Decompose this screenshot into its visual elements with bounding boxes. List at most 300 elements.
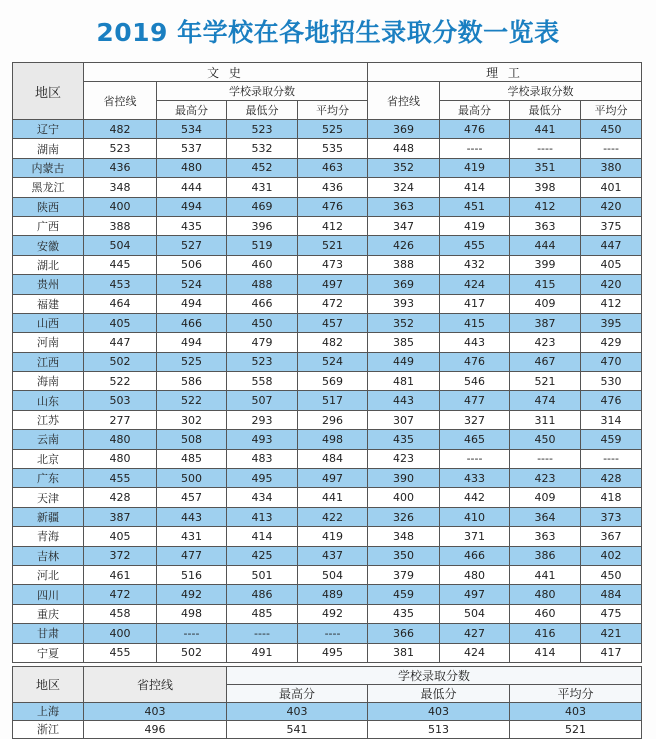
- science-score-cell: 421: [581, 624, 642, 643]
- science-score-cell: 484: [581, 585, 642, 604]
- arts-score-cell: 502: [157, 643, 227, 662]
- arts-score-cell: 452: [227, 158, 298, 177]
- table-row: [13, 702, 642, 720]
- arts-score-cell: 296: [298, 410, 368, 429]
- region-cell: 山西: [13, 313, 84, 332]
- table-row: [13, 643, 642, 662]
- arts-score-cell: 504: [298, 565, 368, 584]
- science-score-cell: 371: [440, 527, 510, 546]
- bottom-provincial-line-header: 省控线: [84, 666, 227, 702]
- science-score-cell: 307: [368, 410, 440, 429]
- arts-score-cell: 494: [157, 333, 227, 352]
- science-avg-header: 平均分: [581, 101, 642, 120]
- score-cell: 513: [368, 720, 510, 738]
- region-cell: 广西: [13, 216, 84, 235]
- arts-score-cell: 435: [157, 216, 227, 235]
- arts-score-cell: 501: [227, 565, 298, 584]
- region-cell: 江苏: [13, 410, 84, 429]
- region-cell: 河南: [13, 333, 84, 352]
- arts-score-cell: 480: [84, 430, 157, 449]
- arts-score-cell: 400: [84, 197, 157, 216]
- science-score-cell: 435: [368, 604, 440, 623]
- science-score-cell: 424: [440, 643, 510, 662]
- arts-score-cell: 527: [157, 236, 227, 255]
- bottom-max-header: 最高分: [227, 684, 368, 702]
- table-row: [13, 275, 642, 294]
- science-score-cell: 327: [440, 410, 510, 429]
- table-row: [13, 449, 642, 468]
- science-score-cell: 444: [510, 236, 581, 255]
- region-cell: 黑龙江: [13, 178, 84, 197]
- region-cell: 安徽: [13, 236, 84, 255]
- science-score-cell: 363: [368, 197, 440, 216]
- arts-score-cell: 466: [157, 313, 227, 332]
- region-cell: 江西: [13, 352, 84, 371]
- science-score-cell: 459: [581, 430, 642, 449]
- science-score-cell: 428: [581, 469, 642, 488]
- arts-score-cell: 455: [84, 643, 157, 662]
- arts-score-cell: ----: [227, 624, 298, 643]
- arts-score-cell: 521: [298, 236, 368, 255]
- score-cell: 403: [227, 702, 368, 720]
- science-score-cell: 369: [368, 275, 440, 294]
- arts-score-cell: 405: [84, 313, 157, 332]
- arts-score-cell: 558: [227, 372, 298, 391]
- science-score-cell: 480: [440, 565, 510, 584]
- arts-score-cell: ----: [157, 624, 227, 643]
- arts-score-cell: 522: [157, 391, 227, 410]
- region-cell: 河北: [13, 565, 84, 584]
- region-cell: 天津: [13, 488, 84, 507]
- science-score-cell: 442: [440, 488, 510, 507]
- arts-score-cell: 469: [227, 197, 298, 216]
- arts-min-header: 最低分: [227, 101, 298, 120]
- science-score-cell: 497: [440, 585, 510, 604]
- science-score-cell: 420: [581, 197, 642, 216]
- science-min-header: 最低分: [510, 101, 581, 120]
- science-score-cell: 423: [510, 333, 581, 352]
- arts-score-cell: 504: [84, 236, 157, 255]
- science-score-cell: 401: [581, 178, 642, 197]
- arts-score-cell: 494: [157, 197, 227, 216]
- arts-score-cell: 480: [84, 449, 157, 468]
- arts-score-cell: 503: [84, 391, 157, 410]
- arts-score-cell: 524: [298, 352, 368, 371]
- arts-score-cell: 491: [227, 643, 298, 662]
- table-row: [13, 352, 642, 371]
- score-cell: 541: [227, 720, 368, 738]
- arts-score-cell: 472: [84, 585, 157, 604]
- science-max-header: 最高分: [440, 101, 510, 120]
- science-score-cell: 419: [440, 158, 510, 177]
- science-score-cell: 476: [440, 352, 510, 371]
- arts-score-cell: 472: [298, 294, 368, 313]
- arts-score-cell: 447: [84, 333, 157, 352]
- science-score-cell: 369: [368, 120, 440, 139]
- science-school-score-header: 学校录取分数: [440, 82, 642, 101]
- region-cell: 辽宁: [13, 120, 84, 139]
- arts-score-cell: 485: [157, 449, 227, 468]
- region-cell: 湖南: [13, 139, 84, 158]
- region-cell: 山东: [13, 391, 84, 410]
- arts-score-cell: 495: [298, 643, 368, 662]
- arts-score-cell: 498: [298, 430, 368, 449]
- science-score-cell: 387: [510, 313, 581, 332]
- science-score-cell: 441: [510, 565, 581, 584]
- arts-score-cell: 485: [227, 604, 298, 623]
- science-score-cell: 364: [510, 507, 581, 526]
- science-score-cell: 405: [581, 255, 642, 274]
- arts-score-cell: ----: [298, 624, 368, 643]
- bottom-school-score-header: 学校录取分数: [227, 666, 642, 684]
- science-score-cell: 481: [368, 372, 440, 391]
- science-score-cell: 388: [368, 255, 440, 274]
- science-score-cell: 441: [510, 120, 581, 139]
- table-row: [13, 430, 642, 449]
- arts-score-cell: 476: [298, 197, 368, 216]
- table-row: [13, 527, 642, 546]
- science-score-cell: 435: [368, 430, 440, 449]
- science-score-cell: ----: [510, 449, 581, 468]
- arts-score-cell: 506: [157, 255, 227, 274]
- region-cell: 广东: [13, 469, 84, 488]
- arts-score-cell: 387: [84, 507, 157, 526]
- arts-score-cell: 431: [227, 178, 298, 197]
- science-score-cell: 311: [510, 410, 581, 429]
- arts-score-cell: 497: [298, 469, 368, 488]
- science-score-cell: 386: [510, 546, 581, 565]
- bottom-min-header: 最低分: [368, 684, 510, 702]
- table-row: [13, 197, 642, 216]
- arts-score-cell: 502: [84, 352, 157, 371]
- arts-score-cell: 302: [157, 410, 227, 429]
- arts-avg-header: 平均分: [298, 101, 368, 120]
- science-group-header: 理 工: [368, 63, 642, 82]
- science-score-cell: 423: [368, 449, 440, 468]
- table-row: [13, 546, 642, 565]
- municipal-score-table: [12, 666, 642, 739]
- arts-score-cell: 493: [227, 430, 298, 449]
- science-score-cell: ----: [440, 139, 510, 158]
- science-score-cell: 419: [440, 216, 510, 235]
- table-row: [13, 720, 642, 738]
- science-score-cell: 314: [581, 410, 642, 429]
- arts-score-cell: 523: [227, 352, 298, 371]
- arts-score-cell: 524: [157, 275, 227, 294]
- arts-provincial-line-header: 省控线: [84, 82, 157, 120]
- science-score-cell: 412: [510, 197, 581, 216]
- science-score-cell: 451: [440, 197, 510, 216]
- region-cell: 新疆: [13, 507, 84, 526]
- region-cell: 吉林: [13, 546, 84, 565]
- arts-score-cell: 480: [157, 158, 227, 177]
- arts-score-cell: 293: [227, 410, 298, 429]
- arts-score-cell: 277: [84, 410, 157, 429]
- arts-score-cell: 569: [298, 372, 368, 391]
- science-score-cell: 380: [581, 158, 642, 177]
- arts-score-cell: 534: [157, 120, 227, 139]
- science-score-cell: 415: [440, 313, 510, 332]
- table-row: [13, 178, 642, 197]
- science-score-cell: 402: [581, 546, 642, 565]
- science-score-cell: 351: [510, 158, 581, 177]
- science-score-cell: 476: [440, 120, 510, 139]
- table-row: [13, 313, 642, 332]
- arts-score-cell: 445: [84, 255, 157, 274]
- arts-score-cell: 443: [157, 507, 227, 526]
- science-score-cell: 427: [440, 624, 510, 643]
- score-cell: 403: [510, 702, 642, 720]
- arts-score-cell: 414: [227, 527, 298, 546]
- arts-score-cell: 522: [84, 372, 157, 391]
- region-cell: 云南: [13, 430, 84, 449]
- region-cell: 青海: [13, 527, 84, 546]
- region-cell: 海南: [13, 372, 84, 391]
- bottom-avg-header: 平均分: [510, 684, 642, 702]
- science-score-cell: 390: [368, 469, 440, 488]
- science-score-cell: 375: [581, 216, 642, 235]
- arts-score-cell: 488: [227, 275, 298, 294]
- arts-score-cell: 482: [298, 333, 368, 352]
- science-score-cell: 423: [510, 469, 581, 488]
- arts-score-cell: 412: [298, 216, 368, 235]
- score-cell: 403: [84, 702, 227, 720]
- admission-score-table: [12, 62, 642, 663]
- science-score-cell: 409: [510, 294, 581, 313]
- science-score-cell: 459: [368, 585, 440, 604]
- region-cell: 福建: [13, 294, 84, 313]
- arts-school-score-header: 学校录取分数: [157, 82, 368, 101]
- science-score-cell: 324: [368, 178, 440, 197]
- science-score-cell: 443: [368, 391, 440, 410]
- science-score-cell: 385: [368, 333, 440, 352]
- score-cell: 496: [84, 720, 227, 738]
- science-score-cell: 352: [368, 313, 440, 332]
- region-cell: 内蒙古: [13, 158, 84, 177]
- table-row: [13, 216, 642, 235]
- science-score-cell: 466: [440, 546, 510, 565]
- science-score-cell: 449: [368, 352, 440, 371]
- arts-score-cell: 479: [227, 333, 298, 352]
- arts-score-cell: 372: [84, 546, 157, 565]
- arts-score-cell: 396: [227, 216, 298, 235]
- science-score-cell: 448: [368, 139, 440, 158]
- arts-score-cell: 498: [157, 604, 227, 623]
- science-score-cell: 530: [581, 372, 642, 391]
- arts-score-cell: 431: [157, 527, 227, 546]
- arts-score-cell: 537: [157, 139, 227, 158]
- science-score-cell: 363: [510, 216, 581, 235]
- science-score-cell: 414: [440, 178, 510, 197]
- region-header: 地区: [13, 63, 84, 120]
- table-row: [13, 333, 642, 352]
- arts-score-cell: 525: [298, 120, 368, 139]
- arts-score-cell: 441: [298, 488, 368, 507]
- arts-score-cell: 532: [227, 139, 298, 158]
- science-score-cell: 475: [581, 604, 642, 623]
- science-score-cell: 326: [368, 507, 440, 526]
- arts-score-cell: 492: [298, 604, 368, 623]
- science-score-cell: 477: [440, 391, 510, 410]
- science-score-cell: 412: [581, 294, 642, 313]
- arts-score-cell: 494: [157, 294, 227, 313]
- science-score-cell: 450: [581, 120, 642, 139]
- arts-score-cell: 455: [84, 469, 157, 488]
- arts-score-cell: 425: [227, 546, 298, 565]
- table-row: [13, 565, 642, 584]
- arts-score-cell: 405: [84, 527, 157, 546]
- score-cell: 403: [368, 702, 510, 720]
- arts-score-cell: 466: [227, 294, 298, 313]
- arts-score-cell: 348: [84, 178, 157, 197]
- science-score-cell: 433: [440, 469, 510, 488]
- science-score-cell: 426: [368, 236, 440, 255]
- science-score-cell: 447: [581, 236, 642, 255]
- arts-score-cell: 388: [84, 216, 157, 235]
- science-score-cell: 455: [440, 236, 510, 255]
- arts-score-cell: 464: [84, 294, 157, 313]
- science-score-cell: 416: [510, 624, 581, 643]
- science-score-cell: 474: [510, 391, 581, 410]
- science-score-cell: 470: [581, 352, 642, 371]
- arts-score-cell: 495: [227, 469, 298, 488]
- arts-score-cell: 436: [298, 178, 368, 197]
- table-row: [13, 139, 642, 158]
- arts-group-header: 文 史: [84, 63, 368, 82]
- science-score-cell: 414: [510, 643, 581, 662]
- arts-score-cell: 457: [298, 313, 368, 332]
- science-score-cell: 504: [440, 604, 510, 623]
- region-cell: 浙江: [13, 720, 84, 738]
- page-title: 2019 年学校在各地招生录取分数一览表: [96, 18, 560, 47]
- table-row: [13, 236, 642, 255]
- arts-score-cell: 483: [227, 449, 298, 468]
- arts-score-cell: 525: [157, 352, 227, 371]
- science-provincial-line-header: 省控线: [368, 82, 440, 120]
- science-score-cell: 379: [368, 565, 440, 584]
- region-cell: 甘肃: [13, 624, 84, 643]
- arts-score-cell: 422: [298, 507, 368, 526]
- arts-score-cell: 586: [157, 372, 227, 391]
- table-row: [13, 585, 642, 604]
- table-row: [13, 255, 642, 274]
- table-row: [13, 294, 642, 313]
- science-score-cell: 420: [581, 275, 642, 294]
- science-score-cell: 417: [440, 294, 510, 313]
- arts-score-cell: 419: [298, 527, 368, 546]
- arts-score-cell: 486: [227, 585, 298, 604]
- science-score-cell: ----: [510, 139, 581, 158]
- arts-score-cell: 523: [227, 120, 298, 139]
- science-score-cell: ----: [581, 139, 642, 158]
- arts-score-cell: 477: [157, 546, 227, 565]
- science-score-cell: 460: [510, 604, 581, 623]
- arts-score-cell: 508: [157, 430, 227, 449]
- science-score-cell: 373: [581, 507, 642, 526]
- science-score-cell: 393: [368, 294, 440, 313]
- science-score-cell: 398: [510, 178, 581, 197]
- region-cell: 宁夏: [13, 643, 84, 662]
- region-cell: 上海: [13, 702, 84, 720]
- arts-score-cell: 436: [84, 158, 157, 177]
- table-row: [13, 372, 642, 391]
- science-score-cell: 443: [440, 333, 510, 352]
- arts-score-cell: 492: [157, 585, 227, 604]
- arts-score-cell: 535: [298, 139, 368, 158]
- arts-score-cell: 484: [298, 449, 368, 468]
- science-score-cell: 363: [510, 527, 581, 546]
- science-score-cell: 348: [368, 527, 440, 546]
- science-score-cell: 521: [510, 372, 581, 391]
- science-score-cell: ----: [581, 449, 642, 468]
- science-score-cell: 395: [581, 313, 642, 332]
- arts-score-cell: 463: [298, 158, 368, 177]
- science-score-cell: 367: [581, 527, 642, 546]
- arts-score-cell: 437: [298, 546, 368, 565]
- science-score-cell: 432: [440, 255, 510, 274]
- arts-score-cell: 519: [227, 236, 298, 255]
- arts-score-cell: 507: [227, 391, 298, 410]
- science-score-cell: 450: [510, 430, 581, 449]
- arts-score-cell: 517: [298, 391, 368, 410]
- science-score-cell: 418: [581, 488, 642, 507]
- science-score-cell: 480: [510, 585, 581, 604]
- arts-score-cell: 444: [157, 178, 227, 197]
- science-score-cell: 400: [368, 488, 440, 507]
- arts-score-cell: 489: [298, 585, 368, 604]
- science-score-cell: 429: [581, 333, 642, 352]
- arts-score-cell: 434: [227, 488, 298, 507]
- table-row: [13, 120, 642, 139]
- bottom-region-header: 地区: [13, 666, 84, 702]
- region-cell: 重庆: [13, 604, 84, 623]
- arts-score-cell: 516: [157, 565, 227, 584]
- region-cell: 北京: [13, 449, 84, 468]
- table-row: [13, 624, 642, 643]
- region-cell: 四川: [13, 585, 84, 604]
- table-row: [13, 507, 642, 526]
- science-score-cell: 409: [510, 488, 581, 507]
- arts-score-cell: 413: [227, 507, 298, 526]
- science-score-cell: 347: [368, 216, 440, 235]
- science-score-cell: 410: [440, 507, 510, 526]
- arts-score-cell: 523: [84, 139, 157, 158]
- arts-score-cell: 453: [84, 275, 157, 294]
- table-row: [13, 410, 642, 429]
- science-score-cell: 415: [510, 275, 581, 294]
- science-score-cell: 476: [581, 391, 642, 410]
- arts-score-cell: 428: [84, 488, 157, 507]
- arts-max-header: 最高分: [157, 101, 227, 120]
- science-score-cell: ----: [440, 449, 510, 468]
- arts-score-cell: 473: [298, 255, 368, 274]
- science-score-cell: 417: [581, 643, 642, 662]
- arts-score-cell: 482: [84, 120, 157, 139]
- arts-score-cell: 458: [84, 604, 157, 623]
- arts-score-cell: 497: [298, 275, 368, 294]
- arts-score-cell: 450: [227, 313, 298, 332]
- region-cell: 湖北: [13, 255, 84, 274]
- science-score-cell: 366: [368, 624, 440, 643]
- table-row: [13, 469, 642, 488]
- science-score-cell: 381: [368, 643, 440, 662]
- science-score-cell: 399: [510, 255, 581, 274]
- science-score-cell: 424: [440, 275, 510, 294]
- table-row: [13, 604, 642, 623]
- score-cell: 521: [510, 720, 642, 738]
- arts-score-cell: 457: [157, 488, 227, 507]
- science-score-cell: 352: [368, 158, 440, 177]
